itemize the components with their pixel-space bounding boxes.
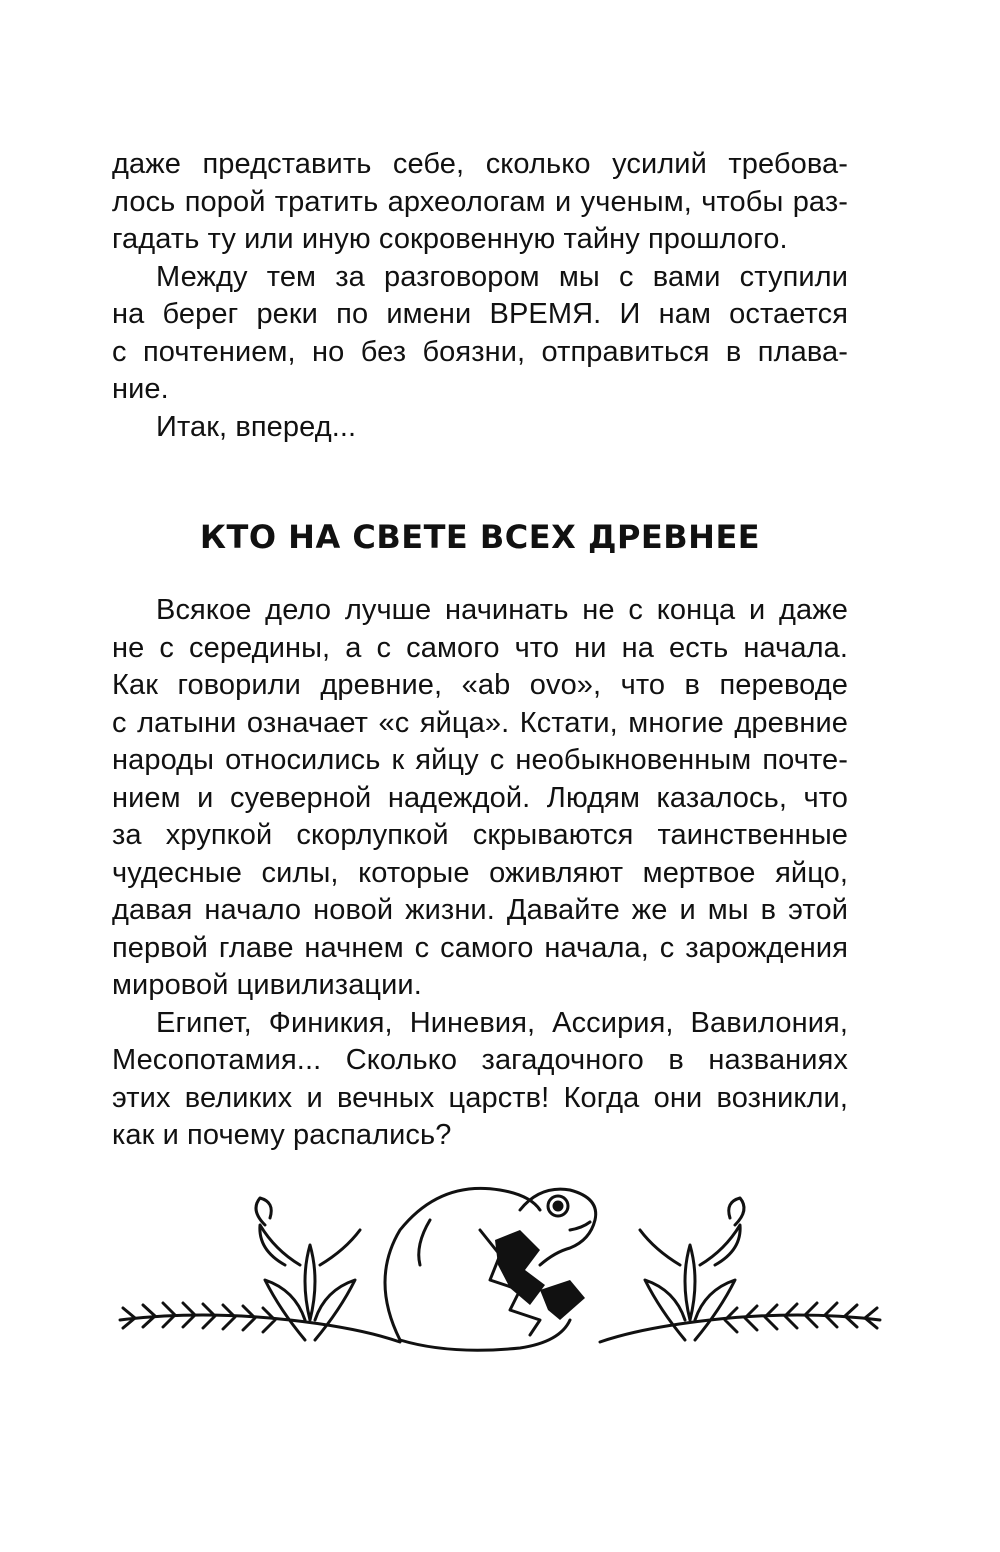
hatching-dinosaur-egg-vignette-icon xyxy=(100,1170,900,1390)
section-body-text xyxy=(112,592,848,1155)
text-line: не с середины, а с самого что ни на есть начала. xyxy=(112,631,848,664)
text-line: Между тем за разговором мы с вами ступили xyxy=(156,260,848,293)
text-line: Итак, вперед... xyxy=(156,410,357,443)
text-line: давая начало новой жизни. Давайте же и мы в этой xyxy=(112,894,848,926)
text-line: народы относились к яйцу с необыкновенным почте- xyxy=(112,744,848,776)
text-line: Месопотамия... Сколько загадочного в названиях xyxy=(112,1044,848,1076)
text-line: на берег реки по имени ВРЕМЯ. И нам остается xyxy=(112,298,848,330)
text-line: ние. xyxy=(112,373,169,405)
text-line: Как говорили древние, «ab ovo», что в переводе xyxy=(112,669,848,701)
section-heading: КТО НА СВЕТЕ ВСЕХ ДРЕВНЕЕ xyxy=(199,518,761,556)
text-line: первой главе начнем с самого начала, с зарождения xyxy=(112,931,848,964)
intro-text xyxy=(112,146,848,446)
text-line: лось порой тратить археологам и ученым, чтобы раз- xyxy=(112,185,848,218)
text-line: Египет, Финикия, Ниневия, Ассирия, Вавилония, xyxy=(156,1006,848,1039)
text-line: с почтением, но без боязни, отправиться в плава- xyxy=(112,335,848,368)
text-line: как и почему распались? xyxy=(112,1119,452,1151)
text-line: даже представить себе, сколько усилий требова- xyxy=(112,148,848,180)
text-line: этих великих и вечных царств! Когда они возникли, xyxy=(112,1081,848,1114)
text-line: мировой цивилизации. xyxy=(112,969,422,1001)
text-line: нием и суеверной надеждой. Людям казалось, что xyxy=(112,781,848,814)
text-line: за хрупкой скорлупкой скрываются таинственные xyxy=(112,819,848,851)
text-line: Всякое дело лучше начинать не с конца и даже xyxy=(156,594,848,626)
text-line: чудесные силы, которые оживляют мертвое яйцо, xyxy=(112,856,848,889)
text-line: с латыни означает «с яйца». Кстати, многие древние xyxy=(112,706,848,739)
text-line: гадать ту или иную сокровенную тайну прошлого. xyxy=(112,223,788,255)
